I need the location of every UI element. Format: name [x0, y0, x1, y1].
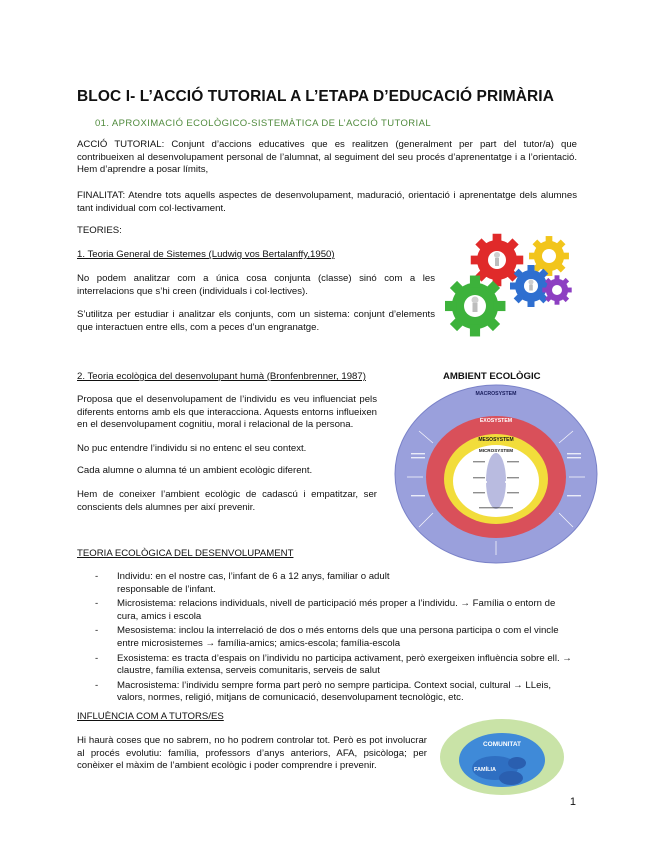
list-item: - Microsistema: relacions individuals, nivell de participació més proper a l’individu. → Família o entorn de cura, amics i escola [95, 598, 556, 622]
teoria2-paragraph-2: No puc entendre l’individu si no entenc el seu context. [77, 443, 307, 454]
list-item-text: Individu: en el nostre cas, l’infant de 6 a 12 anys, familiar o adult responsable de l’infant. [117, 571, 390, 595]
influencia-paragraph: Hi haurà coses que no sabrem, no ho podrem controlar tot. Però es pot involucrar al procés evolutiu: família, professors d’anys anteriors, AFA, psicòloga; per conèixer el màxim de l’ambient ecològic i poder comprendre i prevenir. [77, 735, 427, 772]
section-subtitle: 01. APROXIMACIÓ ECOLÒGICO-SISTEMÀTICA DE L’ACCIÓ TUTORIAL [95, 118, 432, 129]
inner-ellipse [499, 771, 523, 785]
teoria2-paragraph-3: Cada alumne o alumna té un ambient ecològic diferent. [77, 465, 313, 476]
exosystem-label: EXOSYSTEM [479, 418, 513, 424]
mesosystem-label: MESOSYSTEM [478, 437, 514, 443]
inner-ellipse-2 [508, 757, 526, 769]
list-item: - Exosistema: es tracta d’espais on l’individu no participa activament, però exergeixen influència sobre ell. → claustre, família extensa, serveis comunitaris, serveis de salut [95, 652, 572, 677]
individual-core [486, 453, 506, 509]
page-number: 1 [569, 796, 576, 808]
teoria2-heading: 2. Teoria ecològica del desenvolupant humà (Bronfenbrenner, 1987) [77, 371, 366, 382]
community-diagram [437, 716, 567, 798]
list-item-text: Macrosistema: l’individu sempre forma part però no sempre participa. Context social, cultural → LLeis, valors, normes, religió, mitjans de comunicació, desenvolupament tecnològic, etc. [117, 679, 552, 704]
comunitat-label: COMUNITAT [482, 741, 522, 748]
list-item: - Macrosistema: l’individu sempre forma part però no sempre participa. Context social, cultural → LLeis, valors, normes, religió, mitjans de comunicació, desenvolupament tecnològic, etc. [95, 679, 552, 704]
teoria-ecologica-heading: TEORIA ECOLÒGICA DEL DESENVOLUPAMENT [77, 548, 294, 559]
list-item-text: Microsistema: relacions individuals, nivell de participació més proper a l’individu. → Família o entorn de cura, amics i escola [117, 598, 556, 622]
accio-tutorial-paragraph: ACCIÓ TUTORIAL: Conjunt d’accions educatives que es realitzen (generalment per part del tutor/a) que contribueixen al desenvolupament personal de l’alumnat, al seguiment del seu procés d’aprenentatge i a l’orientació. Hem d’aprendre a posar límits, [77, 139, 577, 176]
microsystem-label: MICROSYSTEM [478, 448, 514, 453]
teoria1-heading: 1. Teoria General de Sistemes (Ludwig vos Bertalanffy,1950) [77, 249, 335, 260]
familia-label: FAMÍLIA [474, 767, 496, 773]
list-item-text: Exosistema: es tracta d’espais on l’individu no participa activament, però exergeixen influència sobre ell. → claustre, família extensa, serveis comunitaris, serveis de salut [117, 652, 572, 677]
teories-label: TEORIES: [77, 225, 122, 236]
finalitat-paragraph: FINALITAT: Atendre tots aquells aspectes de desenvolupament, maduració, orientació i aprenentatge dels alumnes tant individual com col·lectivament. [77, 190, 577, 214]
teoria1-paragraph-1: No podem analitzar com a única cosa conjunta (classe) sinó com a les interrelacions que s’hi creen (individuals i col·lectives). [77, 273, 435, 297]
influencia-heading: INFLUÈNCIA COM A TUTORS/ES [77, 711, 224, 722]
figure-caption: AMBIENT ECOLÒGIC [443, 371, 541, 382]
teoria1-paragraph-2: S’utilitza per estudiar i analitzar els conjunts, com un sistema: conjunt d’elements que interactuen entre ells, com a peces d’un engranatge. [77, 309, 435, 333]
list-item-text: Mesosistema: inclou la interrelació de dos o més entorns dels que una persona participa o com el vincle entre microsistemes → família-amics; amics-escola; família-escola [117, 625, 559, 649]
teoria-ecologica-list [95, 571, 577, 707]
gears-image [445, 228, 575, 346]
page-title: BLOC I- L’ACCIÓ TUTORIAL A L’ETAPA D’EDUCACIÓ PRIMÀRIA [77, 88, 554, 105]
teoria2-paragraph-4: Hem de coneixer l’ambient ecològic de cadascú i empatitzar, ser conscients dels alumnes per així prevenir. [77, 489, 377, 513]
ecological-system-diagram [393, 383, 599, 565]
list-item: - Individu: en el nostre cas, l’infant de 6 a 12 anys, familiar o adult responsable de l’infant. [95, 571, 390, 595]
teoria2-paragraph-1: Proposa que el desenvolupament de l’individu es veu influenciat pels diferents entorns amb els que interacciona. Aquests entorns influeixen en el desenvolupament cognitiu, moral i relacional de la persona. [77, 394, 377, 431]
macrosystem-label: MACROSYSTEM [475, 391, 517, 397]
list-item: - Mesosistema: inclou la interrelació de dos o més entorns dels que una persona participa o com el vincle entre microsistemes → família-amics; amics-escola; família-escola [95, 625, 559, 649]
